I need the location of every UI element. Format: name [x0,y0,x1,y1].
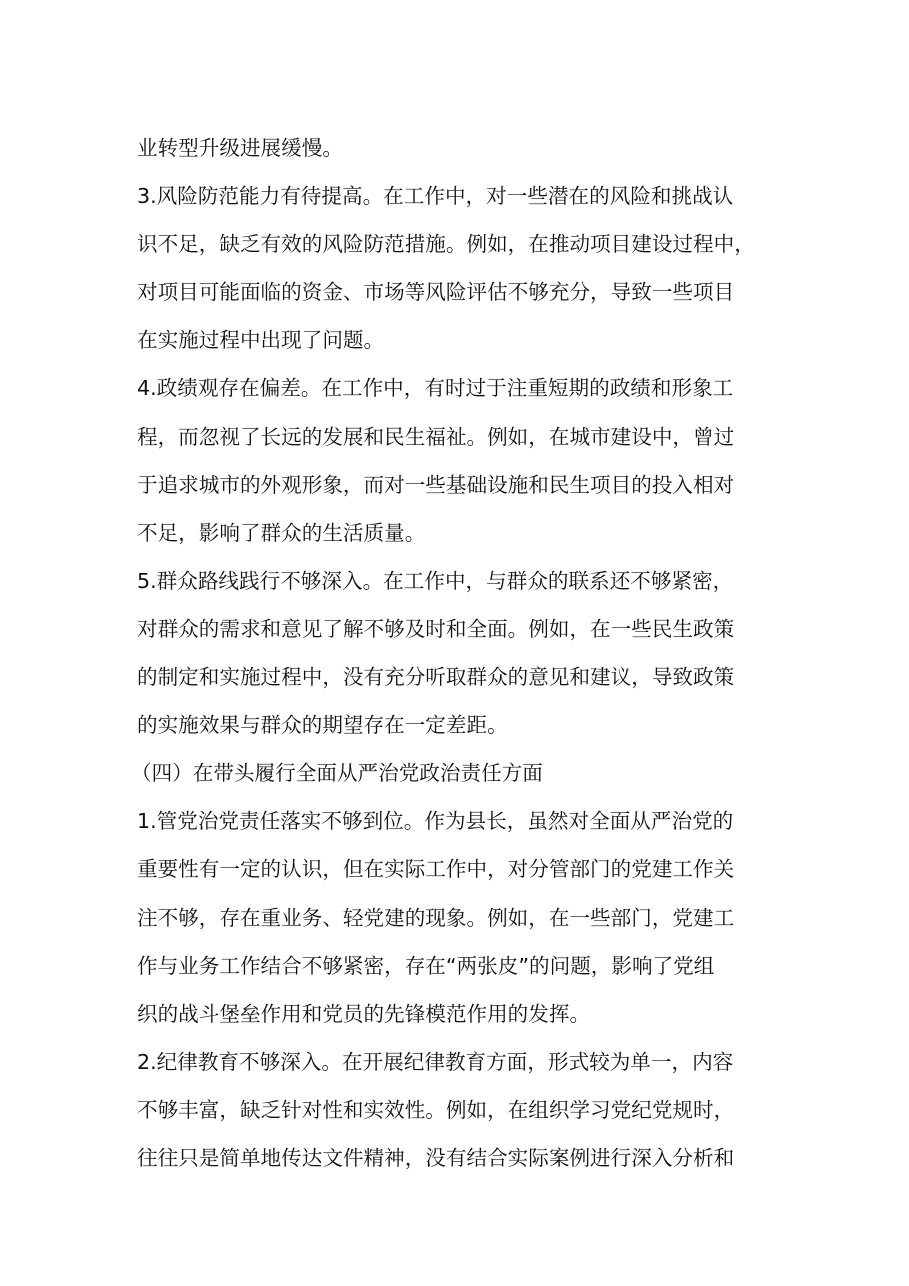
text-line: 的实施效果与群众的期望存在一定差距。 [137,713,508,738]
text-line: 在实施过程中出现了问题。 [137,328,385,353]
text-line: 注不够，存在重业务、轻党建的现象。例如，在一些部门，党建工 [137,905,735,930]
text-line: 对群众的需求和意见了解不够及时和全面。例如，在一些民生政策 [137,616,735,641]
text-line: 识不足，缺乏有效的风险防范措施。例如，在推动项目建设过程中， [137,232,755,257]
text-line: 重要性有一定的认识，但在实际工作中，对分管部门的党建工作关 [137,857,735,882]
text-line: 对项目可能面临的资金、市场等风险评估不够充分，导致一些项目 [137,280,735,305]
section-heading: （四）在带头履行全面从严治党政治责任方面 [131,761,543,786]
text-line: 业转型升级进展缓慢。 [137,136,343,160]
text-line: 4.政绩观存在偏差。在工作中，有时过于注重短期的政绩和形象工 [137,376,734,401]
text-line: 作与业务工作结合不够紧密，存在“两张皮”的问题，影响了党组 [137,953,715,978]
text-line: 于追求城市的外观形象，而对一些基础设施和民生项目的投入相对 [137,472,735,497]
text-line: 不够丰富，缺乏针对性和实效性。例如，在组织学习党纪党规时， [137,1097,735,1122]
text-line: 5.群众路线践行不够深入。在工作中，与群众的联系还不够紧密， [137,568,734,593]
text-line: 1.管党治党责任落实不够到位。作为县长，虽然对全面从严治党的 [137,809,734,834]
text-line: 的制定和实施过程中，没有充分听取群众的意见和建议，导致政策 [137,665,735,690]
text-line: 往往只是简单地传达文件精神，没有结合实际案例进行深入分析和 [137,1145,735,1170]
text-line: 织的战斗堡垒作用和党员的先锋模范作用的发挥。 [137,1001,591,1026]
text-line: 2.纪律教育不够深入。在开展纪律教育方面，形式较为单一，内容 [137,1049,734,1074]
text-line: 3.风险防范能力有待提高。在工作中，对一些潜在的风险和挑战认 [137,184,734,209]
document-body [131,124,777,1182]
text-line: 不足，影响了群众的生活质量。 [137,520,426,545]
text-line: 程，而忽视了长远的发展和民生福祉。例如，在城市建设中，曾过 [137,424,735,449]
